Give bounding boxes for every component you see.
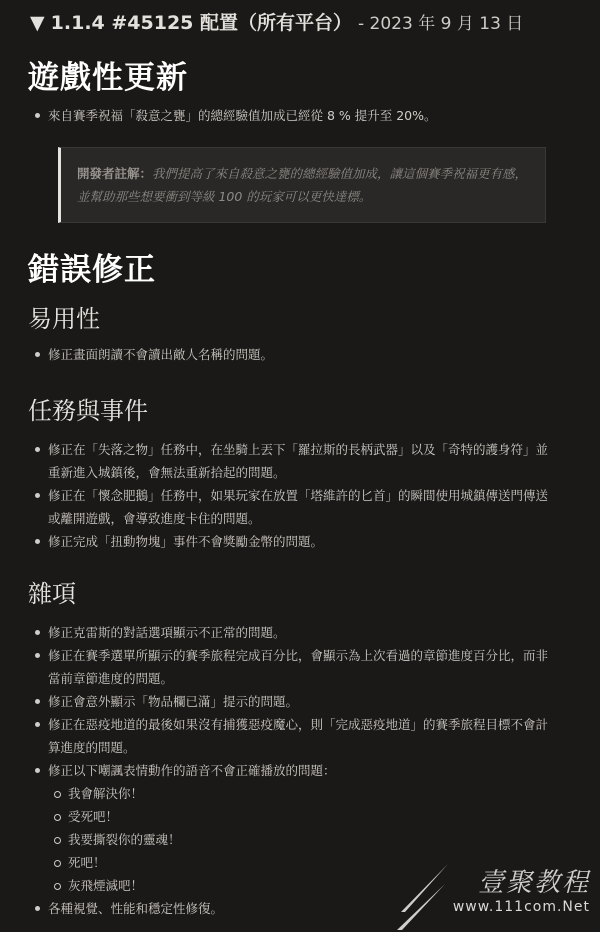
list-item: 修正以下嘲諷表情動作的語音不會正確播放的問題：	[32, 759, 560, 782]
sub-list-item: 受死吧！	[32, 805, 560, 828]
watermark	[453, 862, 590, 915]
subsection-title-usability: 易用性	[28, 305, 100, 333]
quests-list	[32, 438, 560, 553]
developer-note	[58, 147, 546, 223]
watermark-slash-icon	[393, 862, 453, 932]
patch-date: - 2023 年 9 月 13 日	[358, 14, 524, 34]
list-item: 來自賽季祝福「殺意之甕」的總經驗值加成已經從 8 % 提升至 20%。	[32, 104, 580, 127]
sub-list-item: 灰飛煙滅吧！	[32, 874, 560, 897]
watermark-url: www.111com.Net	[452, 899, 590, 915]
note-label: 開發者註解：	[77, 166, 153, 181]
list-item: 修正在惡疫地道的最後如果沒有捕獲惡疫魔心，則「完成惡疫地道」的賽季旅程目標不會計算進度的問題。	[32, 713, 560, 759]
subsection-title-misc: 雜項	[28, 580, 76, 608]
note-text: 我們提高了來自殺意之甕的總經驗值加成，讓這個賽季祝福更有感，並幫助那些想要衝到等級 100 的玩家可以更快達標。	[77, 166, 528, 204]
list-item: 修正克雷斯的對話選項顯示不正常的問題。	[32, 621, 560, 644]
list-item: 修正在賽季選單所顯示的賽季旅程完成百分比，會顯示為上次看過的章節進度百分比，而非當前章節進度的問題。	[32, 644, 560, 690]
subsection-title-quests: 任務與事件	[28, 397, 148, 425]
sub-list-item: 我要撕裂你的靈魂！	[32, 828, 560, 851]
watermark-name: 壹聚教程	[477, 868, 590, 898]
section-title-bugfix: 錯誤修正	[28, 252, 156, 288]
list-item: 修正在「懷念肥鵝」任務中，如果玩家在放置「塔維許的匕首」的瞬間使用城鎮傳送門傳送或離開遊戲，會導致進度卡住的問題。	[32, 484, 560, 530]
sub-list-item: 我會解決你！	[32, 782, 560, 805]
section-title-gameplay: 遊戲性更新	[28, 60, 188, 96]
collapse-triangle-icon[interactable]: ▼	[30, 12, 51, 34]
list-item: 修正完成「扭動物塊」事件不會獎勵金幣的問題。	[32, 530, 560, 553]
usability-list	[32, 343, 580, 366]
sub-list-item: 死吧！	[32, 851, 560, 874]
list-item: 修正畫面朗讀不會讀出敵人名稱的問題。	[32, 343, 580, 366]
list-item: 修正在「失落之物」任務中，在坐騎上丟下「羅拉斯的長柄武器」以及「奇特的護身符」並重新進入城鎮後，會無法重新拾起的問題。	[32, 438, 560, 484]
patch-header[interactable]	[30, 8, 600, 35]
gameplay-list	[32, 104, 580, 127]
list-item: 修正會意外顯示「物品欄已滿」提示的問題。	[32, 690, 560, 713]
list-item: 各種視覺、性能和穩定性修復。	[32, 897, 560, 920]
patch-title: 1.1.4 #45125 配置（所有平台）	[50, 12, 353, 34]
